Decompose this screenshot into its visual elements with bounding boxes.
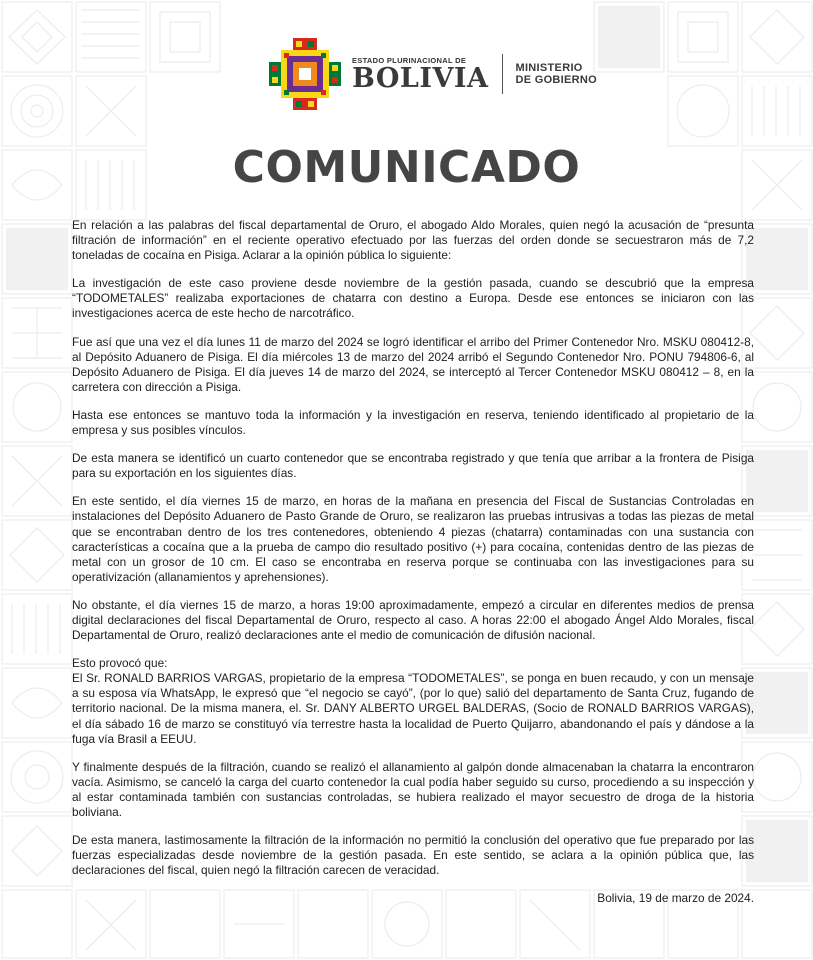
paragraph: De esta manera se identificó un cuarto contenedor que se encontraba registrado y que tenía que arribar a la frontera de Pisiga para su exportación en los siguientes días.	[72, 451, 754, 481]
ministry-line-1: MINISTERIO	[515, 62, 583, 74]
paragraph: No obstante, el día viernes 15 de marzo, a horas 19:00 aproximadamente, empezó a circular en diferentes medios de prensa digital declaraciones del fiscal Departamental de Oruro, respecto al caso. A horas 22:00 el abogado Ángel Aldo Morales, fiscal Departamental de Oruro, realizó declaraciones ante el medio de comunicación de difusión nacional.	[72, 597, 754, 643]
communique-body	[72, 218, 754, 906]
country-brand	[352, 56, 488, 92]
header	[266, 34, 597, 114]
paragraph: De esta manera, lastimosamente la filtración de la información no permitió la conclusión del operativo que fue preparado por las fuerzas especializadas desde noviembre de la gestión pasada. En este sentido, se aclara a la opinión pública que, las declaraciones del fiscal, quien negó la filtración carecen de veracidad.	[72, 833, 754, 878]
signoff-date: Bolivia, 19 de marzo de 2024.	[597, 891, 754, 906]
ministry-label	[515, 62, 597, 86]
paragraph: Fue así que una vez el día lunes 11 de marzo del 2024 se logró identificar el arribo del Primer Contenedor Nro. MSKU 080412-8, al Depósito Aduanero de Pisiga. El día miércoles 13 de marzo del 2024 arribó el Segundo Contenedor Nro. PONU 794806-6, al Depósito Aduanero de Pisiga. El día jueves 14 de marzo del 2024, se interceptó al Tercer Contenedor MSKU 080412 – 8, en la carretera con dirección a Pisiga.	[72, 334, 754, 394]
paragraph: En este sentido, el día viernes 15 de marzo, en horas de la mañana en presencia del Fiscal de Sustancias Controladas en instalaciones del Depósito Aduanero de Pasto Grande de Oruro, se realizaron las pruebas intrusivas a todas las piezas de metal que se encontraban dentro de los tres contenedores, obteniendo 4 piezas (chatarra) contaminadas con una sustancia con características a cocaína que a la prueba de campo dio resultado positivo (+) para cocaína, contenidas dentro de las piezas de metal con un grosor de 10 cm. El caso se encontraba en reserva porque se continuaba con las investigaciones para su operativización (allanamientos y aprehensiones).	[72, 494, 754, 584]
country-name: BOLIVIA	[352, 63, 489, 94]
intro-line: Esto provocó que:	[72, 656, 168, 671]
paragraph: Hasta ese entonces se mantuvo toda la información y la investigación en reserva, teniendo identificado al propietario de la empresa y sus posibles vínculos.	[72, 407, 754, 438]
paragraph: En relación a las palabras del fiscal departamental de Oruro, el abogado Aldo Morales, quien negó la acusación de “presunta filtración de información” en el reciente operativo efectuado por las fuerzas del orden donde se secuestraron más de 7,2 toneladas de cocaína en Pisiga. Aclarar a la opinión pública lo siguiente:	[72, 218, 754, 263]
header-divider	[502, 54, 503, 94]
paragraph: Y finalmente después de la filtración, cuando se realizó el allanamiento al galpón donde almacenaban la chatarra la encontraron vacía. Asimismo, se canceló la carga del cuarto contenedor la cual podía haber seguido su curso, procediendo a su inspección y al estar contaminada también con sustancias controladas, se hubiera realizado el mayor secuestro de droga de la historia boliviana.	[72, 759, 754, 819]
bolivia-chakana-emblem-icon	[266, 35, 344, 113]
page-title: COMUNICADO	[232, 142, 581, 193]
paragraph: La investigación de este caso proviene desde noviembre de la gestión pasada, cuando se descubrió que la empresa “TODOMETALES” realizaba exportaciones de chatarra con destino a Europa. Desde ese entonces se iniciaron con las investigaciones acerca de este hecho de narcotráfico.	[72, 276, 754, 321]
state-label: ESTADO PLURINACIONAL DE	[352, 56, 467, 65]
ministry-line-2: DE GOBIERNO	[515, 74, 598, 86]
paragraph: El Sr. RONALD BARRIOS VARGAS, propietario de la empresa “TODOMETALES”, se ponga en buen recaudo, y con un mensaje a su esposa vía WhatsApp, le expresó que “el negocio se cayó”, (por lo que) salió del departamento de Santa Cruz, fugando de territorio nacional. De la misma manera, el. Sr. DANY ALBERTO URGEL BALDERAS, (Socio de RONALD BARRIOS VARGAS), el día sábado 16 de marzo se constituyó vía terrestre hasta la localidad de Puerto Quijarro, abandonando el país y dándose a la fuga vía Brasil a EEUU.	[72, 671, 754, 746]
